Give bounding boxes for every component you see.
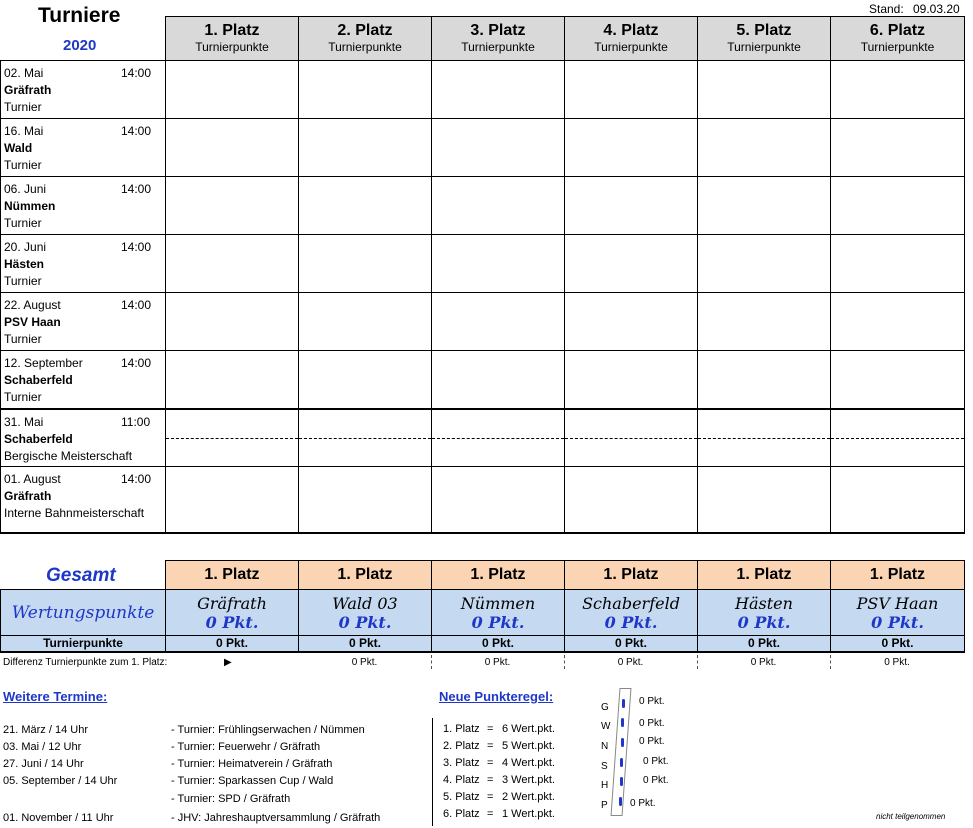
gesamt-place: 1. Platz bbox=[698, 561, 831, 590]
wertung-cell: Wald 03 0 Pkt. bbox=[299, 590, 432, 636]
result-cell[interactable] bbox=[831, 467, 965, 533]
event-time: 14:00 bbox=[121, 356, 152, 370]
turnierpunkte-value: 0 Pkt. bbox=[299, 636, 432, 652]
regel-platz: 1. Platz bbox=[443, 723, 480, 735]
stand-date: 09.03.20 bbox=[913, 2, 960, 16]
mini-marker bbox=[619, 797, 622, 806]
result-cell[interactable] bbox=[698, 119, 831, 177]
turnierpunkte-value: 0 Pkt. bbox=[166, 636, 299, 652]
event-date: 20. Juni bbox=[4, 240, 47, 254]
result-cell[interactable] bbox=[698, 235, 831, 293]
result-cell[interactable] bbox=[166, 409, 299, 467]
gesamt-place: 1. Platz bbox=[432, 561, 565, 590]
wertung-label: Wertungspunkte bbox=[1, 590, 166, 636]
event-name: Wald bbox=[4, 141, 33, 155]
mini-marker bbox=[620, 758, 623, 767]
result-cell[interactable] bbox=[299, 61, 432, 119]
wertung-cell: Schaberfeld 0 Pkt. bbox=[565, 590, 698, 636]
result-cell[interactable] bbox=[698, 61, 831, 119]
event-row bbox=[1, 467, 965, 533]
event-time: 11:00 bbox=[121, 414, 151, 429]
event-label bbox=[1, 467, 166, 533]
result-cell[interactable] bbox=[831, 177, 965, 235]
mini-letter: H bbox=[601, 780, 609, 791]
place-header: 5. Platz Turnierpunkte bbox=[698, 17, 831, 61]
result-cell[interactable] bbox=[166, 467, 299, 533]
regel-wert: 1 Wert.pkt. bbox=[502, 808, 555, 820]
result-cell[interactable] bbox=[432, 235, 565, 293]
result-cell[interactable] bbox=[698, 409, 831, 467]
gesamt-table bbox=[0, 560, 965, 653]
result-cell[interactable] bbox=[831, 119, 965, 177]
mini-value: 0 Pkt. bbox=[630, 798, 656, 809]
event-date: 02. Mai bbox=[4, 66, 44, 80]
event-date: 16. Mai bbox=[4, 124, 44, 138]
event-name: Gräfrath bbox=[4, 489, 52, 503]
result-cell[interactable] bbox=[565, 177, 698, 235]
event-kind: Turnier bbox=[4, 390, 42, 404]
regel-eq: = bbox=[487, 757, 494, 769]
result-cell[interactable] bbox=[432, 177, 565, 235]
result-cell[interactable] bbox=[166, 293, 299, 351]
gesamt-place: 1. Platz bbox=[565, 561, 698, 590]
event-name: PSV Haan bbox=[4, 315, 61, 329]
event-date: 31. Mai bbox=[4, 414, 44, 429]
result-cell[interactable] bbox=[831, 409, 965, 467]
termin-date: 05. September / 14 Uhr bbox=[3, 775, 118, 787]
result-cell[interactable] bbox=[831, 351, 965, 409]
event-time: 14:00 bbox=[121, 298, 152, 312]
regel-platz: 3. Platz bbox=[443, 757, 480, 769]
result-cell[interactable] bbox=[565, 293, 698, 351]
termin-date: 27. Juni / 14 Uhr bbox=[3, 758, 84, 770]
footnote: nicht teilgenommen bbox=[876, 812, 946, 821]
regel-platz: 6. Platz bbox=[443, 808, 480, 820]
turnierpunkte-value: 0 Pkt. bbox=[831, 636, 965, 652]
result-cell[interactable] bbox=[698, 467, 831, 533]
mini-letter: W bbox=[601, 721, 611, 732]
result-cell[interactable] bbox=[565, 235, 698, 293]
regel-wert: 2 Wert.pkt. bbox=[502, 791, 555, 803]
turnierpunkte-value: 0 Pkt. bbox=[698, 636, 831, 652]
turnierpunkte-value: 0 Pkt. bbox=[432, 636, 565, 652]
event-label bbox=[1, 235, 166, 293]
event-label bbox=[1, 351, 166, 409]
result-cell[interactable] bbox=[166, 351, 299, 409]
event-row bbox=[1, 293, 965, 351]
regel-wert: 6 Wert.pkt. bbox=[502, 723, 555, 735]
result-cell[interactable] bbox=[432, 351, 565, 409]
wertung-cell: Nümmen 0 Pkt. bbox=[432, 590, 565, 636]
place-header: 3. Platz Turnierpunkte bbox=[432, 17, 565, 61]
wertung-cell: Hästen 0 Pkt. bbox=[698, 590, 831, 636]
mini-letter: P bbox=[601, 800, 608, 811]
mini-letter: G bbox=[601, 702, 609, 713]
result-cell[interactable] bbox=[299, 177, 432, 235]
result-cell[interactable] bbox=[432, 293, 565, 351]
page-title: Turniere bbox=[38, 4, 121, 27]
termin-desc: - Turnier: Heimatverein / Gräfrath bbox=[171, 758, 333, 770]
regel-eq: = bbox=[487, 740, 494, 752]
place-header: 6. Platz Turnierpunkte bbox=[831, 17, 965, 61]
result-cell[interactable] bbox=[432, 467, 565, 533]
turnierpunkte-label: Turnierpunkte bbox=[1, 636, 166, 652]
event-row bbox=[1, 61, 965, 119]
differenz-label: Differenz Turnierpunkte zum 1. Platz: bbox=[3, 657, 168, 668]
result-cell[interactable] bbox=[299, 467, 432, 533]
termin-date: 03. Mai / 12 Uhr bbox=[3, 741, 82, 753]
result-cell[interactable] bbox=[166, 235, 299, 293]
wertung-cell: Gräfrath 0 Pkt. bbox=[166, 590, 299, 636]
termin-desc: - Turnier: Sparkassen Cup / Wald bbox=[171, 775, 334, 787]
place-header: 4. Platz Turnierpunkte bbox=[565, 17, 698, 61]
gesamt-place: 1. Platz bbox=[166, 561, 299, 590]
regel-wert: 5 Wert.pkt. bbox=[502, 740, 555, 752]
place-header: 2. Platz Turnierpunkte bbox=[299, 17, 432, 61]
event-row bbox=[1, 119, 965, 177]
result-cell[interactable] bbox=[698, 177, 831, 235]
result-cell[interactable] bbox=[831, 235, 965, 293]
event-label bbox=[1, 177, 166, 235]
event-time: 14:00 bbox=[121, 240, 152, 254]
differenz-value: 0 Pkt. bbox=[750, 657, 777, 668]
result-cell[interactable] bbox=[432, 119, 565, 177]
regel-eq: = bbox=[487, 723, 494, 735]
result-cell[interactable] bbox=[565, 351, 698, 409]
event-date: 06. Juni bbox=[4, 182, 47, 196]
regel-platz: 2. Platz bbox=[443, 740, 480, 752]
gesamt-label: Gesamt bbox=[46, 565, 116, 586]
event-label bbox=[1, 119, 166, 177]
termin-date: 01. November / 11 Uhr bbox=[3, 812, 114, 824]
result-cell[interactable] bbox=[432, 409, 565, 467]
turnierpunkte-value: 0 Pkt. bbox=[565, 636, 698, 652]
result-cell[interactable] bbox=[565, 61, 698, 119]
result-cell[interactable] bbox=[831, 293, 965, 351]
result-cell[interactable] bbox=[432, 61, 565, 119]
event-row bbox=[1, 351, 965, 409]
termin-desc: - Turnier: Feuerwehr / Gräfrath bbox=[171, 741, 321, 753]
event-time: 14:00 bbox=[121, 124, 152, 138]
event-kind: Turnier bbox=[4, 216, 42, 230]
event-kind: Interne Bahnmeisterschaft bbox=[4, 506, 145, 520]
result-cell[interactable] bbox=[565, 467, 698, 533]
event-date: 22. August bbox=[4, 298, 61, 312]
mini-value: 0 Pkt. bbox=[639, 736, 665, 747]
mini-letter: S bbox=[601, 761, 608, 772]
termin-desc: - Turnier: SPD / Gräfrath bbox=[171, 793, 291, 805]
event-time: 14:00 bbox=[121, 66, 152, 80]
event-name: Schaberfeld bbox=[4, 431, 73, 446]
stand-label: Stand: bbox=[869, 2, 904, 16]
gesamt-place: 1. Platz bbox=[299, 561, 432, 590]
regel-platz: 5. Platz bbox=[443, 791, 480, 803]
event-time: 14:00 bbox=[121, 472, 152, 486]
differenz-value: 0 Pkt. bbox=[351, 657, 378, 668]
result-cell[interactable] bbox=[166, 61, 299, 119]
mini-letter: N bbox=[601, 741, 609, 752]
mini-value: 0 Pkt. bbox=[639, 696, 665, 707]
regel-wert: 3 Wert.pkt. bbox=[502, 774, 555, 786]
result-cell[interactable] bbox=[299, 235, 432, 293]
punkteregel-title: Neue Punkteregel: bbox=[439, 689, 554, 704]
event-date: 01. August bbox=[4, 472, 61, 486]
event-kind: Turnier bbox=[4, 274, 42, 288]
result-cell[interactable] bbox=[565, 119, 698, 177]
event-kind: Turnier bbox=[4, 158, 42, 172]
result-cell[interactable] bbox=[299, 119, 432, 177]
event-kind: Bergische Meisterschaft bbox=[4, 448, 133, 463]
regel-eq: = bbox=[487, 774, 494, 786]
termin-desc: - JHV: Jahreshauptversammlung / Gräfrath bbox=[171, 812, 381, 824]
event-row bbox=[1, 235, 965, 293]
place-header: 1. Platz Turnierpunkte bbox=[166, 17, 299, 61]
event-kind: Turnier bbox=[4, 100, 42, 114]
year-label: 2020 bbox=[63, 37, 97, 54]
tournament-table bbox=[0, 16, 965, 534]
event-label bbox=[1, 293, 166, 351]
differenz-values bbox=[298, 655, 964, 669]
result-cell[interactable] bbox=[299, 351, 432, 409]
result-cell[interactable] bbox=[166, 119, 299, 177]
event-row bbox=[1, 177, 965, 235]
event-label bbox=[1, 409, 166, 467]
termin-date: 21. März / 14 Uhr bbox=[3, 724, 88, 736]
event-row bbox=[1, 409, 965, 467]
mini-value: 0 Pkt. bbox=[639, 718, 665, 729]
regel-eq: = bbox=[487, 808, 494, 820]
event-date: 12. September bbox=[4, 356, 83, 370]
mini-value: 0 Pkt. bbox=[643, 775, 669, 786]
result-cell[interactable] bbox=[299, 409, 432, 467]
result-cell[interactable] bbox=[166, 177, 299, 235]
result-cell[interactable] bbox=[698, 293, 831, 351]
event-name: Nümmen bbox=[4, 199, 56, 213]
differenz-value: 0 Pkt. bbox=[884, 657, 910, 668]
mini-value: 0 Pkt. bbox=[643, 756, 669, 767]
event-name: Gräfrath bbox=[4, 83, 52, 97]
weitere-termine-title: Weitere Termine: bbox=[3, 689, 108, 704]
result-cell[interactable] bbox=[565, 409, 698, 467]
event-kind: Turnier bbox=[4, 332, 42, 346]
result-cell[interactable] bbox=[831, 61, 965, 119]
event-name: Hästen bbox=[4, 257, 45, 271]
differenz-value: 0 Pkt. bbox=[617, 657, 644, 668]
result-cell[interactable] bbox=[698, 351, 831, 409]
gesamt-place: 1. Platz bbox=[831, 561, 965, 590]
result-cell[interactable] bbox=[299, 293, 432, 351]
regel-platz: 4. Platz bbox=[443, 774, 480, 786]
mini-marker bbox=[622, 699, 625, 708]
wertung-cell: PSV Haan 0 Pkt. bbox=[831, 590, 965, 636]
regel-wert: 4 Wert.pkt. bbox=[502, 757, 555, 769]
mini-marker bbox=[620, 777, 623, 786]
differenz-value: 0 Pkt. bbox=[484, 657, 511, 668]
event-name: Schaberfeld bbox=[4, 373, 73, 387]
regel-eq: = bbox=[487, 791, 494, 803]
termin-desc: - Turnier: Frühlingserwachen / Nümmen bbox=[171, 724, 365, 736]
arrow-icon: ▶ bbox=[224, 657, 232, 668]
mini-marker bbox=[621, 718, 624, 727]
mini-marker bbox=[621, 738, 624, 747]
event-time: 14:00 bbox=[121, 182, 152, 196]
event-label bbox=[1, 61, 166, 119]
